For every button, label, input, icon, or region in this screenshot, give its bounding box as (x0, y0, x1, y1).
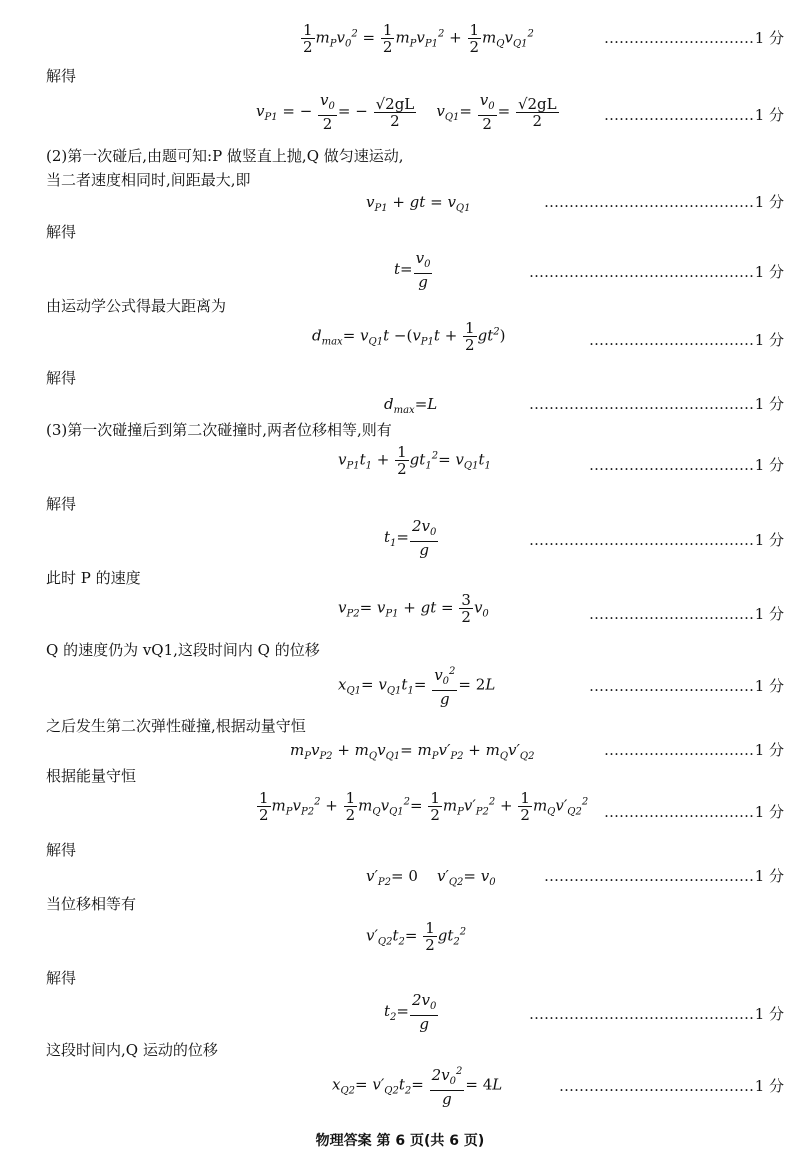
equation: $v_{P2}= v_{P1}$ + gt = $\frac{3}{2}$ $v_0$ (338, 591, 489, 626)
equation: $d_{max}=L$ (384, 395, 438, 416)
text-line: 当位移相等有 (46, 895, 137, 913)
equation: $v'_{P2}= 0$ $v'_{Q2}= v_0$ (366, 867, 496, 888)
score-label: 1 分 (754, 867, 784, 885)
solve-label: 解得 (46, 969, 77, 987)
equation: $v_{P1}$ + gt = $v_{Q1}$ (366, 193, 471, 214)
text-line: 根据能量守恒 (46, 767, 137, 785)
score-label: 1 分 (754, 1005, 784, 1023)
equation: $v_{P1}$ = − $\frac{v_0}{2}$ = − $\frac{√2gL}{2}$ $v_{Q1}=$ $\frac{v_0}{2}$ = $\frac{√2gL}{2}$ (256, 91, 557, 133)
score-label: 1 分 (754, 29, 784, 47)
equation: $x_{Q1}= v_{Q1}t_1=$ $\frac{v_0^2}{g}$ = 2L (338, 666, 496, 708)
score-label: 1 分 (754, 605, 784, 623)
equation: $\frac{1}{2}$ $m_Pv_0^2$ = $\frac{1}{2}$ $m_Pv_{P1}^2$ + $\frac{1}{2}$ $m_Qv_{Q1}^2$ (303, 21, 534, 56)
score-label: 1 分 (754, 263, 784, 281)
equation: $m_Pv_{P2} + m_Qv_{Q1}= m_Pv'_{P2} + m_Qv'_{Q2}$ (290, 741, 535, 762)
solve-label: 解得 (46, 223, 77, 241)
score-label: 1 分 (754, 803, 784, 821)
equation: $t_2=$ $\frac{2v_0}{g}$ (384, 991, 437, 1033)
equation: $v_{P1}t_1$ + $\frac{1}{2}$ $gt_1^2= v_{Q1}t_1$ (338, 443, 491, 478)
solve-label: 解得 (46, 495, 77, 513)
score-label: 1 分 (754, 395, 784, 413)
solve-label: 解得 (46, 369, 77, 387)
text-line: (3)第一次碰撞后到第二次碰撞时,两者位移相等,则有 (46, 421, 392, 439)
score-label: 1 分 (754, 106, 784, 124)
score-label: 1 分 (754, 1077, 784, 1095)
text-line: (2)第一次碰后,由题可知:P 做竖直上抛,Q 做匀速运动, (46, 147, 404, 165)
text-line: 之后发生第二次弹性碰撞,根据动量守恒 (46, 717, 306, 735)
equation: $v'_{Q2}t_2=$ $\frac{1}{2}$ $gt_2^2$ (366, 919, 467, 954)
score-label: 1 分 (754, 456, 784, 474)
text-line: 当二者速度相同时,间距最大,即 (46, 171, 251, 189)
equation: $x_{Q2}= v'_{Q2}t_2=$ $\frac{2v_0^2}{g}$ = 4L (332, 1066, 503, 1108)
score-label: 1 分 (754, 193, 784, 211)
text-line: 此时 P 的速度 (46, 569, 141, 587)
equation: $d_{max}= v_{Q1}t -(v_{P1}t$ + $\frac{1}{2}$ $gt^2$) (312, 319, 506, 354)
solve-label: 解得 (46, 67, 77, 85)
score-label: 1 分 (754, 531, 784, 549)
text-line: 由运动学公式得最大距离为 (46, 297, 227, 315)
equation: $\frac{1}{2}$ $m_Pv_{P2}^2$ + $\frac{1}{2}$ $m_Qv_{Q1}^2=$ $\frac{1}{2}$ $m_Pv'_{P2}^2$ + $\frac{1}{2}$ $m_Qv'_{Q2}^2$ (259, 789, 589, 824)
text-line: Q 的速度仍为 vQ1,这段时间内 Q 的位移 (46, 641, 320, 659)
equation: t= $\frac{v_0}{g}$ (394, 249, 431, 291)
page-footer: 物理答案 第 6 页(共 6 页) (315, 1133, 485, 1149)
solve-label: 解得 (46, 841, 77, 859)
text-line: 这段时间内,Q 运动的位移 (46, 1041, 218, 1059)
score-label: 1 分 (754, 741, 784, 759)
score-label: 1 分 (754, 331, 784, 349)
score-label: 1 分 (754, 677, 784, 695)
equation: $t_1=$ $\frac{2v_0}{g}$ (384, 517, 437, 559)
